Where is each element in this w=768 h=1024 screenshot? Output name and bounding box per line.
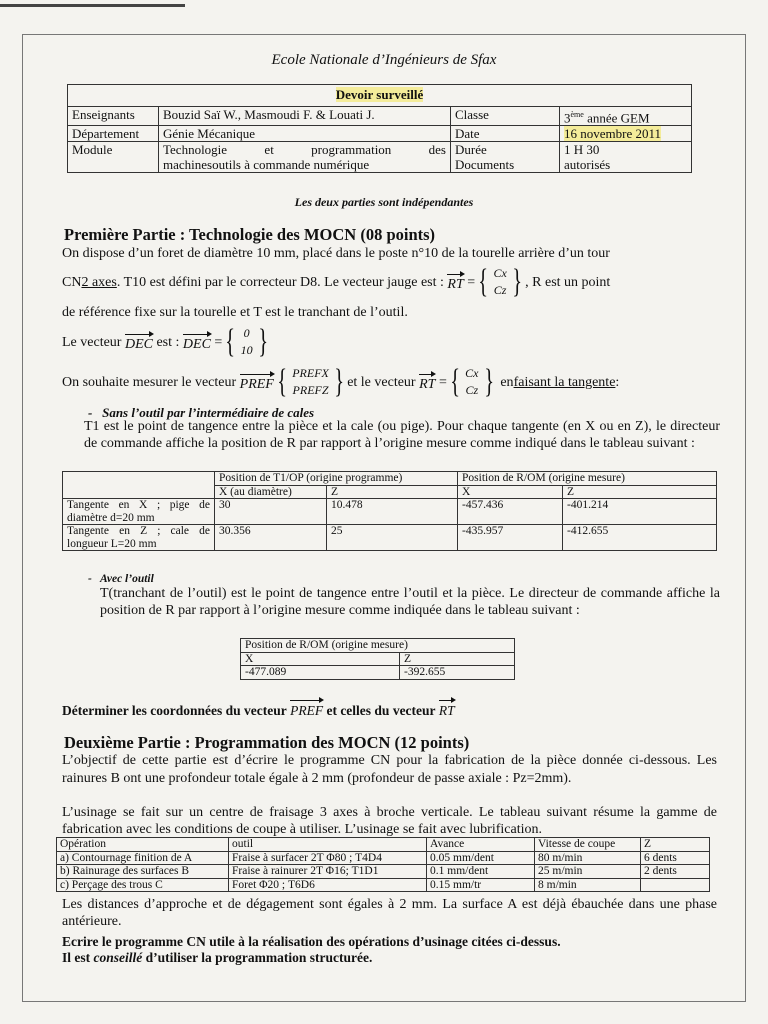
part2-intro: L’objectif de cette partie est d’écrire le programme CN pour la fabrication de la pièce donnée ci-dessous. Les rainures B ont une profondeur totale égale à 2 mm (profondeur de passe axiale : Pz=2mm). xyxy=(62,753,717,786)
part2-usinage: L’usinage se fait sur un centre de fraisage 3 axes à broche verticale. Le tableau suivant résume la gamme de fabrication avec les conditions de coupe à utiliser. L’usinage se fait avec lubrification. xyxy=(62,805,717,837)
part1-line2: CN 2 axes . T10 est défini par le correcteur D8. Le vecteur jauge est : RT = { Cx Cz } , R est un point xyxy=(62,263,611,300)
table-row: c) Perçage des trous C Foret Φ20 ; T6D6 0.15 mm/tr 8 m/min xyxy=(57,878,710,892)
brace-rt: { Cx Cz } xyxy=(478,263,522,300)
header-table xyxy=(67,84,692,173)
t1-h1: Position de T1/OP (origine programme) xyxy=(215,472,458,486)
label-module: Module xyxy=(68,142,159,173)
subsection2-title: - Avec l’outil xyxy=(88,573,154,585)
part2-task: Ecrire le programme CN utile à la réalisation des opérations d’usinage citées ci-dessus. xyxy=(62,934,561,949)
value-classe: 3ème année GEM xyxy=(560,107,692,126)
table-row: b) Rainurage des surfaces B Fraise à rainurer 2T Φ16; T1D1 0.1 mm/dent 25 m/min 2 dents xyxy=(57,865,710,879)
exam-title: Devoir surveillé xyxy=(335,87,424,102)
table-tangente: Position de T1/OP (origine programme) Position de R/OM (origine mesure) X (au diamètre) Z X Z Tangente en X ; pige de diamètre d=20 mm 30 10.478 -457.436 -401.214 Tangente en Z ; cale de longueur L=20 mm 30.356 25 -435.957 -412.655 xyxy=(62,471,717,551)
brace-pref: { PREFX PREFZ } xyxy=(277,363,344,400)
value-module: Technologie et programmation des machinesoutils à commande numérique xyxy=(159,142,451,173)
table-row: a) Contournage finition de A Fraise à surfacer 2T Φ80 ; T4D4 0.05 mm/dent 80 m/min 6 dents xyxy=(57,851,710,865)
subsection1-text: T1 est le point de tangence entre la pièce et la cale (ou pige). Pour chaque tangente (en X ou en Z), le directeur de commande affiche la position de R par rapport à l’origine mesure comme indiqué dans le tableau suivant : xyxy=(84,419,720,451)
part1-line4: Le vecteur DEC est : DEC = { 0 10 } xyxy=(62,322,462,362)
table-gamme: Opération outil Avance Vitesse de coupe Z a) Contournage finition de A Fraise à surfacer 2T Φ80 ; T4D4 0.05 mm/dent 80 m/min 6 dents b) Rainurage des surfaces B Fraise à rainurer 2T Φ16; T1D1 0.1 mm/dent 25 m/min 2 dents c) Perçage des trous C Foret Φ20 ; T6D6 0.15 mm/tr 8 m/min xyxy=(56,837,710,892)
part1-title: Première Partie : Technologie des MOCN (08 points) xyxy=(64,225,436,244)
part2-title: Deuxième Partie : Programmation des MOCN (12 points) xyxy=(64,733,470,752)
value-departement: Génie Mécanique xyxy=(159,126,451,142)
value-enseignants: Bouzid Saï W., Masmoudi F. & Louati J. xyxy=(159,107,451,126)
part2-distances: Les distances d’approche et de dégagement sont égales à 2 mm. La surface A est déjà ébauchée dans une phase antérieure. xyxy=(62,897,717,929)
label-date: Date xyxy=(451,126,560,142)
vector-rt: RT xyxy=(447,271,463,294)
table-row: -477.089 -392.655 xyxy=(241,666,515,680)
brace-dec: { 0 10 } xyxy=(225,323,268,360)
part1-line5: On souhaite mesurer le vecteur PREF { PREFX PREFZ } et le vecteur RT = { Cx Cz } en faisant la tangente : xyxy=(62,363,620,400)
subsection2-text: T(tranchant de l’outil) est le point de tangence entre l’outil et la pièce. Le directeur de commande affiche la position de R par rapport à l’origine mesure comme indiquée dans le tableau suivant : xyxy=(100,586,720,618)
value-date: 16 novembre 2011 xyxy=(560,126,692,142)
label-duree-documents: Durée Documents xyxy=(451,142,560,173)
scan-mark xyxy=(0,4,185,7)
subsection1-title: - Sans l’outil par l’intermédiaire de cales xyxy=(88,405,315,420)
table-row: Tangente en Z ; cale de longueur L=20 mm 30.356 25 -435.957 -412.655 xyxy=(63,525,717,551)
part2-advice: Il est conseillé d’utiliser la programmation structurée. xyxy=(62,950,373,965)
part1-line1: On dispose d’un foret de diamètre 10 mm, placé dans le poste n°10 de la tourelle arrière d’un tour xyxy=(62,246,610,261)
label-departement: Département xyxy=(68,126,159,142)
independent-note: Les deux parties sont indépendantes xyxy=(294,195,474,209)
school-name: Ecole Nationale d’Ingénieurs de Sfax xyxy=(271,52,497,68)
table-outil: Position de R/OM (origine mesure) X Z -477.089 -392.655 xyxy=(240,638,515,680)
part1-question: Déterminer les coordonnées du vecteur PREF et celles du vecteur RT xyxy=(62,697,722,720)
value-duree-documents: 1 H 30 autorisés xyxy=(560,142,692,173)
table-row: Tangente en X ; pige de diamètre d=20 mm 30 10.478 -457.436 -401.214 xyxy=(63,499,717,525)
label-enseignants: Enseignants xyxy=(68,107,159,126)
part1-line3: de référence fixe sur la tourelle et T est le tranchant de l’outil. xyxy=(62,305,408,320)
label-classe: Classe xyxy=(451,107,560,126)
t1-h2: Position de R/OM (origine mesure) xyxy=(458,472,717,486)
